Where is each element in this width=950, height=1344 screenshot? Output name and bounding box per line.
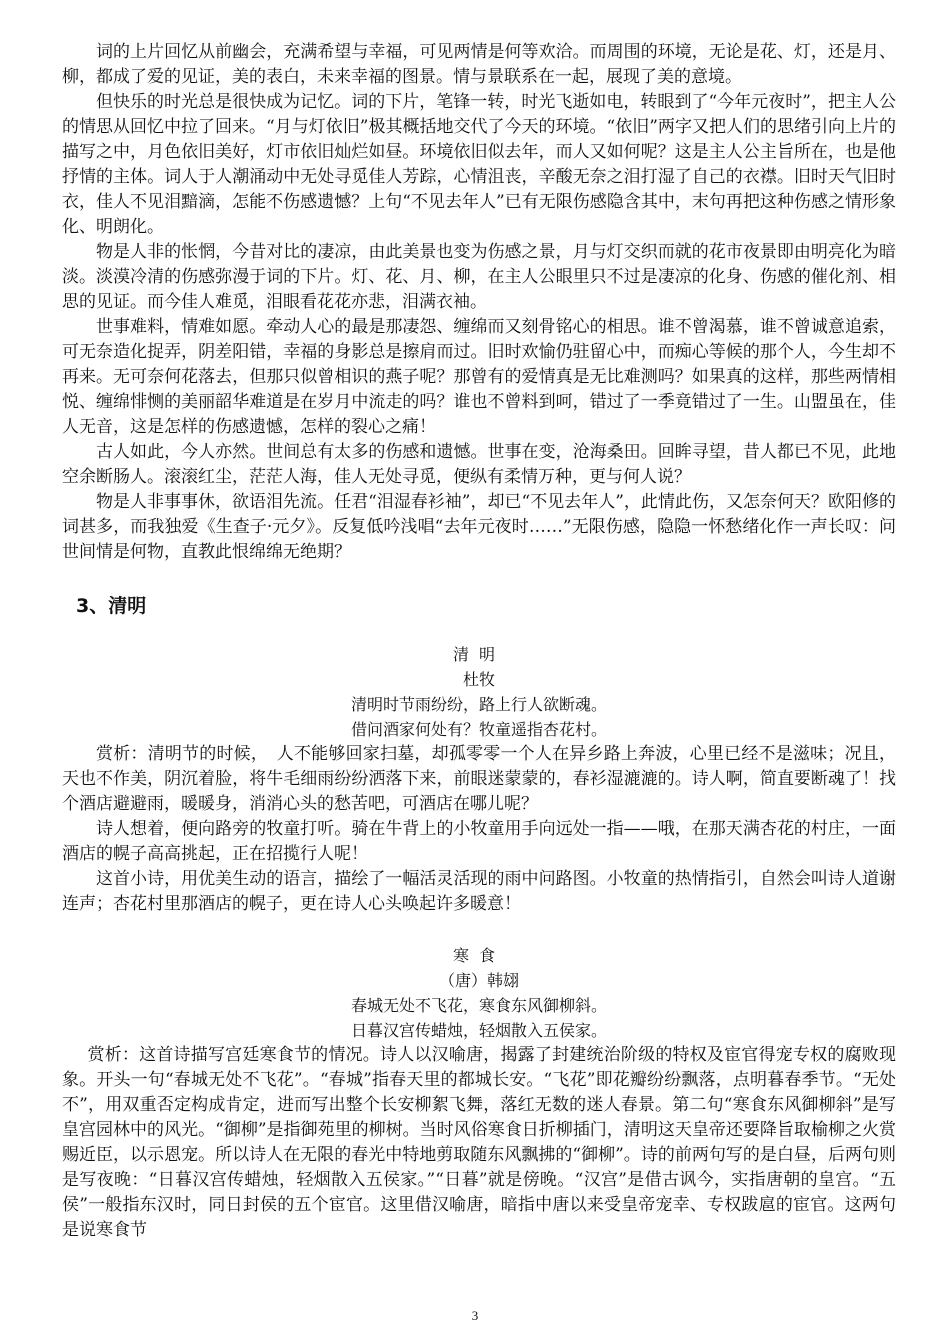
poem-line: 春城无处不飞花，寒食东风御柳斜。 <box>350 996 607 1015</box>
commentary-paragraph: 赏析：清明节的时候， 人不能够回家扫墓，却孤零零一个人在异乡路上奔波，心里已经不是滋味；况且，天也不作美，阴沉着脸，将牛毛细雨纷纷洒落下来，前眼迷蒙蒙的，春衫湿漉漉的。诗人啊，简直要断魂了！找个酒店避避雨，暖暖身，消消心头的愁苦吧，可酒店在哪儿呢？ <box>62 744 896 814</box>
body-paragraph: 世事难料，情难如愿。牵动人心的最是那凄怨、缠绵而又刻骨铭心的相思。谁不曾渴慕，谁不曾诚意追索，可无奈造化捉弄，阴差阳错，幸福的身影总是擦肩而过。旧时欢愉仍驻留心中，而痴心等候的那个人，今生却不再来。无可奈何花落去，但那只似曾相识的燕子呢？那曾有的爱情真是无比难测吗？如果真的这样，那些两情相悦、缠绵悱恻的美丽韶华难道是在岁月中流走的吗？谁也不曾料到呵，错过了一季竟错过了一生。山盟虽在，佳人无音，这是怎样的伤感遗憾，怎样的裂心之痛！ <box>62 317 896 437</box>
commentary-paragraph: 诗人想着，便向路旁的牧童打听。骑在牛背上的小牧童用手向远处一指——哦，在那天满杏花的村庄，一面酒店的幌子高高挑起，正在招揽行人呢！ <box>62 819 896 864</box>
document-page <box>62 40 913 1243</box>
page-number: 3 <box>471 1308 479 1323</box>
commentary-paragraph: 这首小诗，用优美生动的语言，描绘了一幅活灵活现的雨中问路图。小牧童的热情指引，自然会叫诗人道谢连声；杏花村里那酒店的幌子，更在诗人心头唤起许多暖意！ <box>62 869 896 914</box>
body-paragraph: 物是人非的怅惘，今昔对比的凄凉，由此美景也变为伤感之景，月与灯交织而就的花市夜景即由明亮化为暗淡。淡漠冷清的伤感弥漫于词的下片。灯、花、月、柳，在主人公眼里只不过是凄凉的化身、伤感的催化剂、相思的见证。而今佳人难觅，泪眼看花花亦悲，泪满衣袖。 <box>62 242 896 312</box>
spacer <box>62 917 896 943</box>
poem-author: （唐）韩翃 <box>438 971 519 990</box>
body-paragraph: 物是人非事事休，欲语泪先流。任君“泪湿春衫袖”，却已“不见去年人”，此情此伤，又怎奈何天？欧阳修的 词甚多，而我独爱《生查子·元夕》。反复低吟浅唱“去年元夜时……”无限伤感，隐隐一怀愁绪化作一声长叹：问世间情是何物，直教此恨绵绵无绝期？ <box>62 492 913 562</box>
poem-hanshi <box>62 943 896 1043</box>
poem-line: 日暮汉宫传蜡烛，轻烟散入五侯家。 <box>350 1021 607 1040</box>
body-paragraph: 古人如此，今人亦然。世间总有太多的伤感和遗憾。世事在变，沧海桑田。回眸寻望，昔人都已不见，此地空余断肠人。滚滚红尘，茫茫人海，佳人无处寻觅，便纵有柔情万种，更与何人说？ <box>62 442 896 487</box>
body-paragraph: 但快乐的时光总是很快成为记忆。词的下片，笔锋一转，时光飞逝如电，转眼到了“今年元夜时”，把主人公的情思从回忆中拉了回来。“月与灯依旧”极其概括地交代了今天的环境。“依旧”两字又把人们的思绪引向上片的描写之中，月色依旧美好，灯市依旧灿烂如昼。环境依旧似去年，而人又如何呢？这是主人公主旨所在，也是他抒情的主体。词人于人潮涌动中无处寻觅佳人芳踪，心情沮丧，辛酸无奈之泪打湿了自己的衣襟。旧时天气旧时衣，佳人不见泪黯滴，怎能不伤感遗憾？上句“不见去年人”已有无限伤感隐含其中，末句再把这种伤感之情形象化、明朗化。 <box>62 92 896 237</box>
commentary-paragraph: 赏析：这首诗描写宫廷寒食节的情况。诗人以汉喻唐，揭露了封建统治阶级的特权及宦官得宠专权的腐败现象。开头一句“春城无处不飞花”。“春城”指春天里的都城长安。“飞花”即花瓣纷纷飘落，点明暮春季节。“无处不”，用双重否定构成肯定，进而写出整个长安柳絮飞舞，落红无数的迷人春景。第二句“寒食东风御柳斜”是写皇宫园林中的风光。“御柳”是指御苑里的柳树。当时风俗寒食日折柳插门，清明这天皇帝还要降旨取榆柳之火赏赐近臣，以示恩宠。所以诗人在无限的春光中特地剪取随东风飘拂的“御柳”。诗的前两句写的是白昼，后两句则是写夜晚：“日暮汉宫传蜡烛，轻烟散入五侯家。”“日暮”就是傍晚。“汉宫”是借古讽今，实指唐朝的皇宫。“五侯”一般指东汉时，同日封侯的五个宦官。这里借汉喻唐，暗指中唐以来受皇帝宠幸、专权跋扈的宦官。这两句是说寒食节 <box>62 1045 896 1240</box>
poem-line: 借问酒家何处有？牧童遥指杏花村。 <box>350 720 607 739</box>
poem-line: 清明时节雨纷纷，路上行人欲断魂。 <box>350 695 607 714</box>
poem-author: 杜牧 <box>462 670 495 689</box>
section-heading: 3、清明 <box>76 595 147 617</box>
body-paragraph: 词的上片回忆从前幽会，充满希望与幸福，可见两情是何等欢洽。而周围的环境，无论是花、灯，还是月、柳，都成了爱的见证，美的表白，未来幸福的图景。情与景联系在一起，展现了美的意境。 <box>62 42 896 87</box>
poem-title: 寒食 <box>452 946 505 965</box>
poem-title: 清明 <box>452 645 505 664</box>
poem-qingming <box>62 642 896 742</box>
